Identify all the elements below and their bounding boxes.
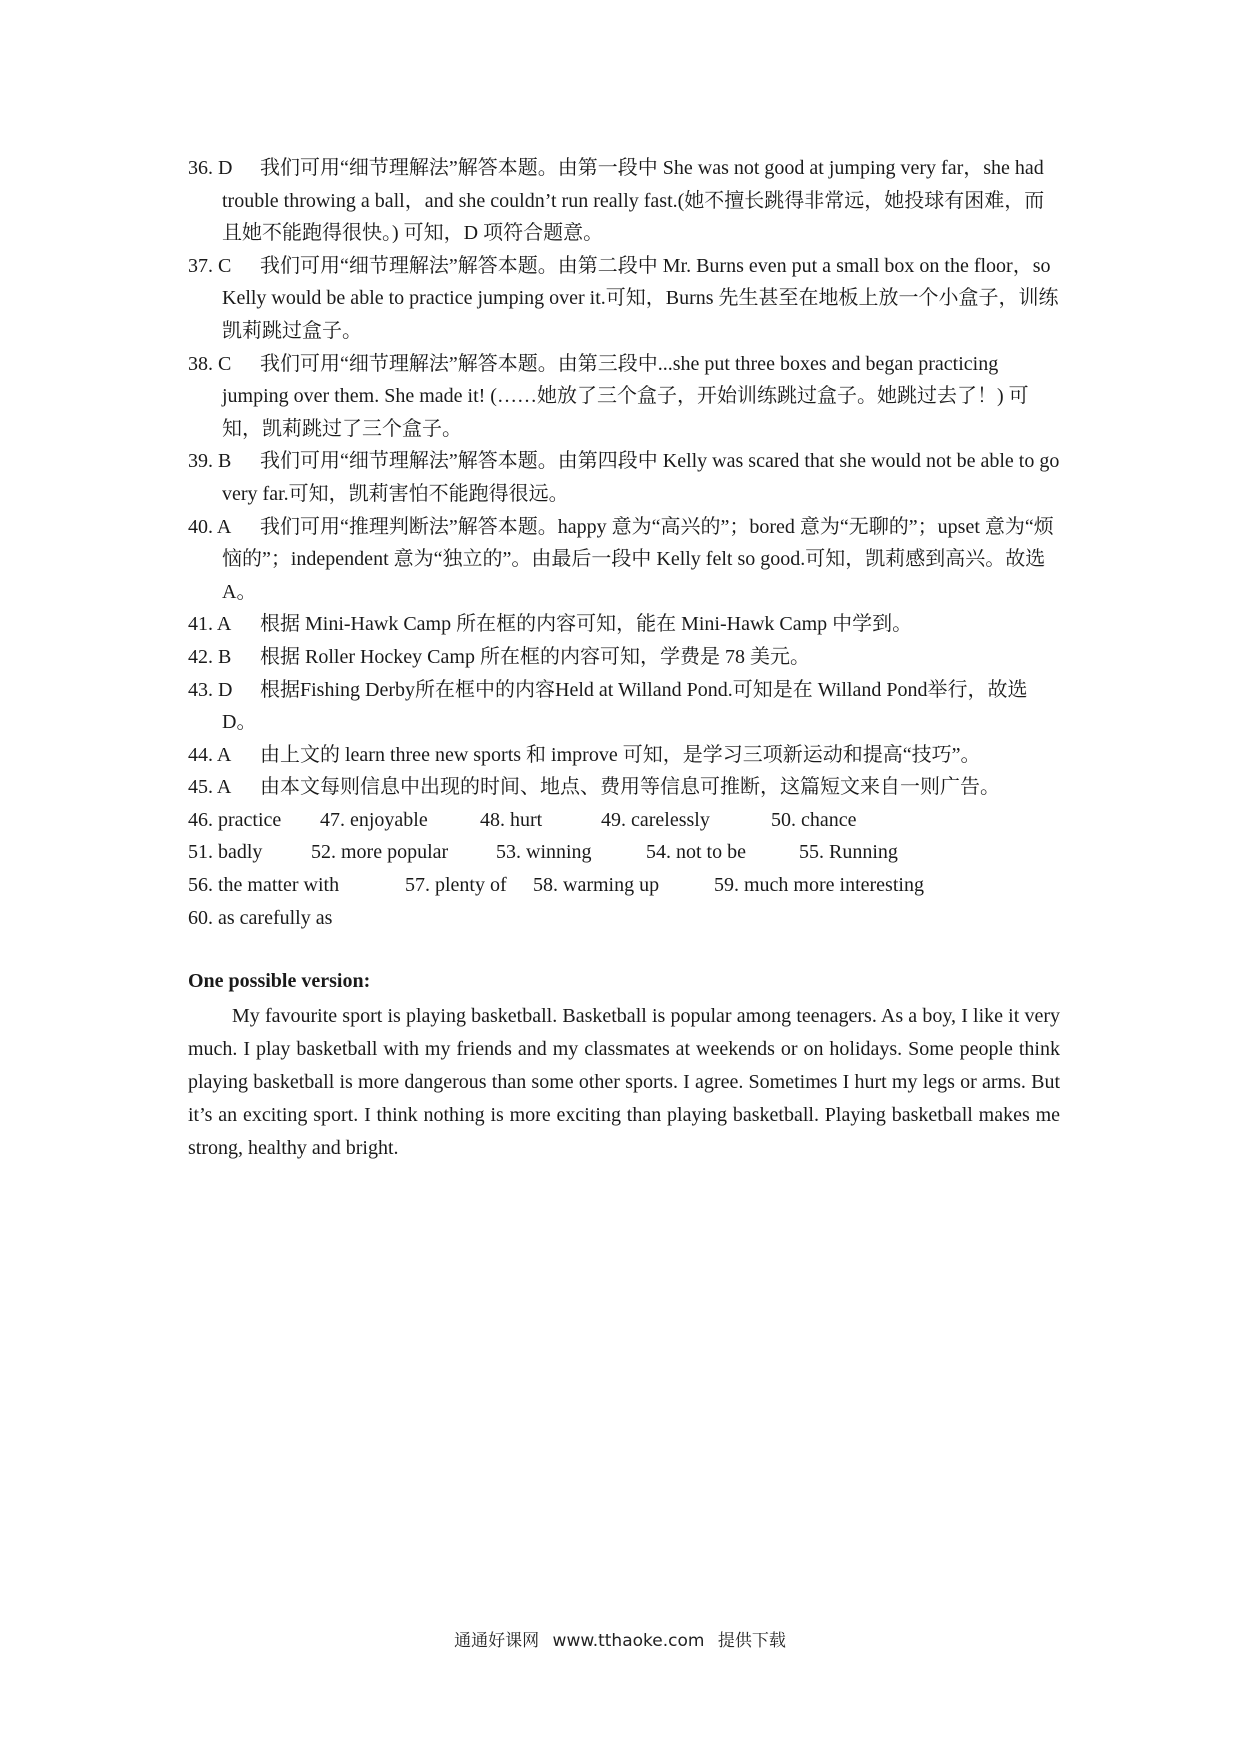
answer-explanation: 我们可用“细节理解法”解答本题。由第四段中 Kelly was scared that she would not be able to go very far.可知，凯莉害怕不能跑得很远。 [222, 450, 1060, 505]
fill-answer: 55. Running [799, 841, 898, 864]
answer-item-39 [188, 445, 1060, 510]
answer-number: 41. A [188, 613, 232, 636]
fill-row-60 [188, 902, 1060, 935]
footer-site-name: 通通好课网 [454, 1631, 540, 1651]
answer-item-43 [188, 674, 1060, 739]
answer-explanation: 我们可用“细节理解法”解答本题。由第三段中...she put three boxes and began practicing jumping over them. She made it! (……她放了三个盒子，开始训练跳过盒子。她跳过去了！) 可知，凯莉跳过了三个盒子。 [222, 352, 1029, 440]
answer-explanations [188, 152, 1060, 934]
answer-item-41 [188, 608, 1060, 641]
essay-title: One possible version: [188, 970, 371, 992]
answer-number: 42. B [188, 645, 232, 668]
answer-number: 38. C [188, 352, 232, 375]
answer-item-38 [188, 348, 1060, 446]
answer-number: 45. A [188, 776, 232, 799]
fill-answer: 49. carelessly [601, 808, 710, 831]
fill-row-56-59 [188, 869, 1060, 902]
fill-answer: 48. hurt [480, 808, 543, 831]
fill-answer: 57. plenty of [405, 874, 507, 897]
fill-answer: 52. more popular [311, 841, 449, 864]
answer-explanation: 根据Fishing Derby所在框中的内容Held at Willand Pond.可知是在 Willand Pond举行，故选 D。 [222, 678, 1028, 734]
answer-item-42 [188, 641, 1060, 674]
page-footer [0, 1626, 1240, 1651]
fill-answer: 47. enjoyable [320, 808, 428, 831]
fill-answer: 46. practice [188, 808, 282, 831]
fill-answer: 56. the matter with [188, 874, 340, 897]
fill-answer: 50. chance [771, 808, 857, 831]
answer-explanation: 根据 Mini-Hawk Camp 所在框的内容可知，能在 Mini-Hawk Camp 中学到。 [260, 613, 913, 636]
fill-answer: 53. winning [496, 841, 592, 864]
answer-explanation: 我们可用“推理判断法”解答本题。happy 意为“高兴的”；bored 意为“无聊的”；upset 意为“烦恼的”；independent 意为“独立的”。由最后一段中 Kelly felt so good.可知，凯莉感到高兴。故选 A。 [222, 515, 1054, 603]
fill-answer: 60. as carefully as [188, 906, 333, 929]
answer-item-37 [188, 250, 1060, 348]
fill-answer: 54. not to be [646, 841, 746, 864]
fill-answer: 58. warming up [533, 874, 660, 897]
answer-explanation: 我们可用“细节理解法”解答本题。由第一段中 She was not good at jumping very far，she had trouble throwing a ball，and she couldn’t run really fast.(她不擅长跳得非常远，她投球有困难，而且她不能跑得很快。) 可知，D 项符合题意。 [222, 157, 1045, 245]
answer-item-44 [188, 739, 1060, 772]
fill-row-51-55 [188, 836, 1060, 869]
answer-explanation: 我们可用“细节理解法”解答本题。由第二段中 Mr. Burns even put a small box on the floor，so Kelly would be able to practice jumping over it.可知，Burns 先生甚至在地板上放一个小盒子，训练凯莉跳过盒子。 [222, 254, 1059, 342]
footer-url: www.tthaoke.com [552, 1631, 705, 1651]
answer-number: 40. A [188, 515, 232, 538]
answer-number: 39. B [188, 450, 232, 473]
answer-number: 44. A [188, 743, 232, 766]
fill-answer: 51. badly [188, 841, 263, 864]
answer-item-36 [188, 152, 1060, 250]
answer-item-45 [188, 771, 1060, 804]
answer-number: 37. C [188, 254, 232, 277]
answer-explanation: 根据 Roller Hockey Camp 所在框的内容可知，学费是 78 美元。 [260, 645, 810, 668]
fill-answer: 59. much more interesting [714, 874, 924, 897]
answer-explanation: 由上文的 learn three new sports 和 improve 可知，是学习三项新运动和提高“技巧”。 [260, 743, 981, 766]
footer-note: 提供下载 [717, 1631, 786, 1651]
fill-row-46-50 [188, 804, 1060, 837]
essay-body: My favourite sport is playing basketball. Basketball is popular among teenagers. As a boy, I like it very much. I play basketball with my friends and my classmates at weekends or on holidays. Some people think playing basketball is more dangerous than some other sports. I agree. Sometimes I hurt my legs or arms. But it’s an exciting sport. I think nothing is more exciting than playing basketball. Playing basketball makes me strong, healthy and bright. [188, 1005, 1060, 1159]
answer-number: 43. D [188, 678, 233, 701]
answer-number: 36. D [188, 157, 233, 179]
answer-item-40 [188, 511, 1060, 609]
answer-explanation: 由本文每则信息中出现的时间、地点、费用等信息可推断，这篇短文来自一则广告。 [260, 776, 1000, 799]
